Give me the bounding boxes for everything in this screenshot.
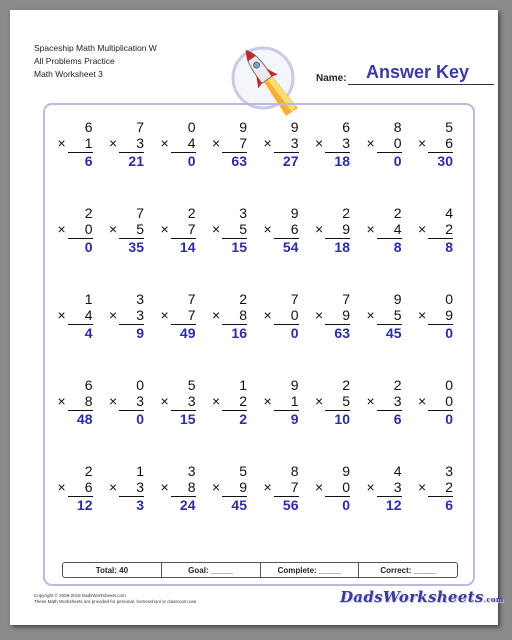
problem-item bbox=[414, 291, 466, 377]
total-count: Total: 40 bbox=[63, 563, 162, 577]
multiplier: 9 bbox=[342, 221, 350, 237]
multiplicand: 7 bbox=[136, 205, 144, 221]
multiplier: 4 bbox=[393, 221, 402, 237]
multiplier-row bbox=[108, 479, 144, 495]
multiplicand: 9 bbox=[290, 377, 299, 393]
multiplicand: 9 bbox=[393, 291, 402, 307]
multiplier: 2 bbox=[445, 479, 453, 495]
multiplier: 7 bbox=[187, 307, 196, 323]
multiplicand: 0 bbox=[136, 377, 144, 393]
multiplicand: 4 bbox=[393, 463, 402, 479]
logo-text: DadsWorksheets bbox=[340, 588, 484, 606]
multiply-sign: × bbox=[418, 221, 427, 237]
multiplier-row bbox=[160, 393, 196, 409]
multiplier-row bbox=[160, 221, 196, 237]
problem-item bbox=[259, 119, 311, 205]
product-answer: 18 bbox=[334, 239, 350, 255]
multiplier-row bbox=[211, 135, 247, 151]
multiply-sign: × bbox=[160, 393, 169, 409]
problem-item bbox=[311, 291, 363, 377]
multiply-sign: × bbox=[366, 479, 375, 495]
product-answer: 35 bbox=[128, 239, 144, 255]
multiplicand: 9 bbox=[239, 119, 247, 135]
correct-field: Correct: _____ bbox=[380, 565, 436, 575]
multiply-sign: × bbox=[366, 393, 375, 409]
product-answer: 16 bbox=[231, 325, 247, 341]
multiplier-row bbox=[263, 307, 299, 323]
multiplier-row bbox=[314, 307, 350, 323]
multiply-sign: × bbox=[109, 307, 118, 323]
multiplier: 1 bbox=[290, 393, 299, 409]
product-answer: 18 bbox=[334, 153, 350, 169]
multiply-sign: × bbox=[57, 393, 66, 409]
multiply-sign: × bbox=[263, 479, 272, 495]
product-answer: 0 bbox=[445, 411, 453, 427]
multiplicand: 8 bbox=[290, 463, 299, 479]
score-footer bbox=[62, 562, 458, 578]
problem-item bbox=[105, 377, 157, 463]
multiplicand: 2 bbox=[239, 291, 247, 307]
goal-field: Goal: _____ bbox=[162, 563, 261, 577]
copyright-notice bbox=[34, 593, 198, 605]
multiplier-row bbox=[263, 221, 299, 237]
problem-item bbox=[259, 377, 311, 463]
problem-item bbox=[208, 463, 260, 549]
multiply-sign: × bbox=[57, 479, 66, 495]
product-answer: 63 bbox=[231, 153, 247, 169]
multiplier-row bbox=[108, 221, 144, 237]
multiplier: 3 bbox=[187, 393, 196, 409]
product-answer: 0 bbox=[290, 325, 299, 341]
multiply-sign: × bbox=[315, 135, 324, 151]
problem-item bbox=[208, 291, 260, 377]
problem-item bbox=[311, 463, 363, 549]
problem-item bbox=[362, 205, 414, 291]
product-answer: 45 bbox=[385, 325, 402, 341]
multiplier-row bbox=[314, 393, 350, 409]
multiplicand: 7 bbox=[342, 291, 350, 307]
multiplier: 5 bbox=[239, 221, 247, 237]
multiplicand: 9 bbox=[290, 119, 299, 135]
problem-item bbox=[414, 377, 466, 463]
product-answer: 54 bbox=[282, 239, 299, 255]
multiplier-row bbox=[366, 479, 402, 495]
product-answer: 9 bbox=[290, 411, 299, 427]
multiplicand: 3 bbox=[136, 291, 144, 307]
problem-item bbox=[105, 291, 157, 377]
product-answer: 27 bbox=[282, 153, 299, 169]
multiplier-row bbox=[263, 135, 299, 151]
problem-item bbox=[105, 119, 157, 205]
multiplier: 8 bbox=[84, 393, 93, 409]
multiplier: 0 bbox=[445, 393, 453, 409]
multiplicand: 2 bbox=[393, 205, 402, 221]
product-answer: 6 bbox=[445, 497, 453, 513]
worksheet-header bbox=[34, 42, 157, 81]
problem-item bbox=[362, 377, 414, 463]
problem-item bbox=[156, 291, 208, 377]
problem-item bbox=[259, 291, 311, 377]
multiplier: 3 bbox=[393, 479, 402, 495]
product-answer: 49 bbox=[179, 325, 196, 341]
problem-item bbox=[414, 119, 466, 205]
multiplicand: 2 bbox=[84, 463, 93, 479]
multiply-sign: × bbox=[263, 307, 272, 323]
multiply-sign: × bbox=[160, 307, 169, 323]
problem-item bbox=[156, 377, 208, 463]
multiply-sign: × bbox=[263, 393, 272, 409]
worksheet-title: Spaceship Math Multiplication W bbox=[34, 43, 157, 53]
multiplicand: 1 bbox=[84, 291, 93, 307]
multiplier: 0 bbox=[290, 307, 299, 323]
multiplier-row bbox=[211, 307, 247, 323]
product-answer: 15 bbox=[231, 239, 247, 255]
multiplier: 3 bbox=[136, 479, 144, 495]
problem-item bbox=[156, 463, 208, 549]
multiplier-row bbox=[263, 393, 299, 409]
problem-item bbox=[156, 205, 208, 291]
multiplier-row bbox=[314, 479, 350, 495]
multiplier: 6 bbox=[290, 221, 299, 237]
multiplier-row bbox=[57, 393, 93, 409]
multiply-sign: × bbox=[212, 221, 221, 237]
multiplicand: 7 bbox=[187, 291, 196, 307]
product-answer: 10 bbox=[334, 411, 350, 427]
multiplier-row bbox=[211, 393, 247, 409]
multiply-sign: × bbox=[315, 393, 324, 409]
multiplier: 2 bbox=[445, 221, 453, 237]
multiplicand: 9 bbox=[342, 463, 350, 479]
product-answer: 12 bbox=[76, 497, 93, 513]
multiplier-row bbox=[366, 221, 402, 237]
multiplicand: 2 bbox=[84, 205, 93, 221]
product-answer: 8 bbox=[445, 239, 453, 255]
multiplicand: 1 bbox=[136, 463, 144, 479]
multiplier: 4 bbox=[187, 135, 196, 151]
product-answer: 2 bbox=[239, 411, 247, 427]
multiplier-row bbox=[211, 479, 247, 495]
multiplicand: 3 bbox=[445, 463, 453, 479]
problem-item bbox=[53, 463, 105, 549]
multiply-sign: × bbox=[315, 479, 324, 495]
product-answer: 45 bbox=[231, 497, 247, 513]
problem-item bbox=[208, 377, 260, 463]
multiplicand: 7 bbox=[136, 119, 144, 135]
problem-item bbox=[53, 291, 105, 377]
multiply-sign: × bbox=[57, 135, 66, 151]
multiplier: 9 bbox=[342, 307, 350, 323]
multiplier-row bbox=[366, 393, 402, 409]
multiply-sign: × bbox=[57, 307, 66, 323]
multiplier: 3 bbox=[136, 393, 144, 409]
multiplier-row bbox=[108, 307, 144, 323]
product-answer: 48 bbox=[76, 411, 93, 427]
product-answer: 0 bbox=[187, 153, 196, 169]
multiplier-row bbox=[417, 393, 453, 409]
product-answer: 6 bbox=[393, 411, 402, 427]
product-answer: 63 bbox=[334, 325, 350, 341]
problem-item bbox=[53, 205, 105, 291]
multiply-sign: × bbox=[212, 393, 221, 409]
multiplier: 7 bbox=[290, 479, 299, 495]
problem-item bbox=[311, 377, 363, 463]
problem-item bbox=[105, 205, 157, 291]
multiplier: 6 bbox=[84, 479, 93, 495]
multiplicand: 0 bbox=[445, 291, 453, 307]
multiplicand: 6 bbox=[84, 377, 93, 393]
multiplier-row bbox=[211, 221, 247, 237]
product-answer: 0 bbox=[84, 239, 93, 255]
multiply-sign: × bbox=[366, 221, 375, 237]
multiplicand: 0 bbox=[445, 377, 453, 393]
multiplicand: 2 bbox=[393, 377, 402, 393]
problem-item bbox=[156, 119, 208, 205]
problem-item bbox=[362, 291, 414, 377]
multiplier: 4 bbox=[84, 307, 93, 323]
multiplicand: 4 bbox=[445, 205, 453, 221]
product-answer: 0 bbox=[393, 153, 402, 169]
multiplicand: 7 bbox=[290, 291, 299, 307]
multiplier: 5 bbox=[136, 221, 144, 237]
multiplicand: 5 bbox=[445, 119, 453, 135]
problem-item bbox=[362, 463, 414, 549]
multiply-sign: × bbox=[57, 221, 66, 237]
dadsworksheets-logo bbox=[340, 588, 504, 606]
problem-item bbox=[105, 463, 157, 549]
name-field bbox=[316, 64, 494, 90]
multiplier: 0 bbox=[342, 479, 350, 495]
multiply-sign: × bbox=[109, 393, 118, 409]
multiplicand: 5 bbox=[187, 377, 196, 393]
product-answer: 6 bbox=[84, 153, 93, 169]
copyright-line: Copyright © 2008-2018 DadsWorksheets.com bbox=[34, 593, 126, 598]
multiplier: 3 bbox=[136, 135, 144, 151]
multiply-sign: × bbox=[263, 221, 272, 237]
multiply-sign: × bbox=[315, 307, 324, 323]
multiplicand: 3 bbox=[239, 205, 247, 221]
problem-item bbox=[259, 463, 311, 549]
multiplier: 2 bbox=[239, 393, 247, 409]
multiplier: 8 bbox=[239, 307, 247, 323]
multiply-sign: × bbox=[418, 479, 427, 495]
multiplicand: 8 bbox=[393, 119, 402, 135]
multiply-sign: × bbox=[418, 307, 427, 323]
multiplier-row bbox=[108, 393, 144, 409]
multiplier: 8 bbox=[187, 479, 196, 495]
problem-item bbox=[53, 119, 105, 205]
multiplicand: 1 bbox=[239, 377, 247, 393]
multiply-sign: × bbox=[160, 479, 169, 495]
multiplier-row bbox=[366, 307, 402, 323]
answer-key-label: Answer Key bbox=[366, 62, 470, 82]
multiplier-row bbox=[57, 479, 93, 495]
multiply-sign: × bbox=[109, 221, 118, 237]
multiplier-row bbox=[366, 135, 402, 151]
multiplier: 9 bbox=[239, 479, 247, 495]
problem-item bbox=[311, 119, 363, 205]
problem-item bbox=[259, 205, 311, 291]
multiplier-row bbox=[417, 307, 453, 323]
multiply-sign: × bbox=[109, 135, 118, 151]
problem-item bbox=[414, 205, 466, 291]
multiplier-row bbox=[417, 135, 453, 151]
product-answer: 21 bbox=[128, 153, 144, 169]
problems-panel bbox=[43, 103, 475, 586]
product-answer: 12 bbox=[385, 497, 402, 513]
multiplier: 0 bbox=[84, 221, 93, 237]
complete-field: Complete: _____ bbox=[261, 563, 360, 577]
multiplicand: 3 bbox=[187, 463, 196, 479]
multiplicand: 6 bbox=[84, 119, 93, 135]
problem-grid bbox=[53, 119, 465, 549]
product-answer: 4 bbox=[84, 325, 93, 341]
multiplier-row bbox=[57, 307, 93, 323]
multiply-sign: × bbox=[212, 307, 221, 323]
product-answer: 14 bbox=[179, 239, 196, 255]
worksheet-page bbox=[10, 10, 504, 625]
problem-item bbox=[362, 119, 414, 205]
product-answer: 56 bbox=[282, 497, 299, 513]
product-answer: 24 bbox=[179, 497, 196, 513]
usage-line: These Math Worksheets are provided for personal, homeschool or classroom use. bbox=[34, 599, 198, 604]
multiplier: 3 bbox=[290, 135, 299, 151]
multiplier-row bbox=[314, 221, 350, 237]
multiplier: 7 bbox=[187, 221, 196, 237]
product-answer: 15 bbox=[179, 411, 196, 427]
multiplier: 5 bbox=[393, 307, 402, 323]
multiplicand: 6 bbox=[342, 119, 350, 135]
product-answer: 0 bbox=[136, 411, 144, 427]
multiplicand: 2 bbox=[342, 377, 350, 393]
problem-item bbox=[414, 463, 466, 549]
product-answer: 9 bbox=[136, 325, 144, 341]
multiply-sign: × bbox=[109, 479, 118, 495]
name-underline bbox=[348, 84, 494, 85]
multiply-sign: × bbox=[418, 135, 427, 151]
multiplier-row bbox=[263, 479, 299, 495]
multiplier-row bbox=[314, 135, 350, 151]
multiplier-row bbox=[160, 135, 196, 151]
multiplier-row bbox=[160, 307, 196, 323]
multiplier-row bbox=[417, 221, 453, 237]
multiplicand: 2 bbox=[187, 205, 196, 221]
multiplier: 9 bbox=[445, 307, 453, 323]
multiply-sign: × bbox=[263, 135, 272, 151]
worksheet-subtitle: All Problems Practice bbox=[34, 56, 115, 66]
multiplier: 0 bbox=[393, 135, 402, 151]
multiplier: 3 bbox=[136, 307, 144, 323]
multiplicand: 2 bbox=[342, 205, 350, 221]
multiplier: 5 bbox=[342, 393, 350, 409]
multiplicand: 0 bbox=[187, 119, 196, 135]
product-answer: 30 bbox=[437, 153, 453, 169]
problem-item bbox=[311, 205, 363, 291]
multiply-sign: × bbox=[212, 479, 221, 495]
product-answer: 0 bbox=[445, 325, 453, 341]
multiply-sign: × bbox=[212, 135, 221, 151]
multiply-sign: × bbox=[366, 135, 375, 151]
problem-item bbox=[208, 119, 260, 205]
product-answer: 3 bbox=[136, 497, 144, 513]
multiplier-row bbox=[108, 135, 144, 151]
multiplier: 3 bbox=[393, 393, 402, 409]
multiply-sign: × bbox=[160, 221, 169, 237]
multiplicand: 5 bbox=[239, 463, 247, 479]
name-label: Name: bbox=[316, 73, 347, 84]
problem-item bbox=[53, 377, 105, 463]
logo-suffix: .com bbox=[483, 595, 504, 604]
product-answer: 0 bbox=[342, 497, 350, 513]
multiplier: 1 bbox=[84, 135, 93, 151]
multiplier-row bbox=[57, 221, 93, 237]
multiplier: 7 bbox=[239, 135, 247, 151]
multiplier-row bbox=[417, 479, 453, 495]
multiply-sign: × bbox=[418, 393, 427, 409]
multiplier-row bbox=[160, 479, 196, 495]
multiply-sign: × bbox=[160, 135, 169, 151]
multiply-sign: × bbox=[315, 221, 324, 237]
problem-item bbox=[208, 205, 260, 291]
multiplicand: 9 bbox=[290, 205, 299, 221]
product-answer: 8 bbox=[393, 239, 402, 255]
multiply-sign: × bbox=[366, 307, 375, 323]
multiplier: 6 bbox=[445, 135, 453, 151]
multiplier-row bbox=[57, 135, 93, 151]
worksheet-number: Math Worksheet 3 bbox=[34, 69, 103, 79]
multiplier: 3 bbox=[342, 135, 350, 151]
